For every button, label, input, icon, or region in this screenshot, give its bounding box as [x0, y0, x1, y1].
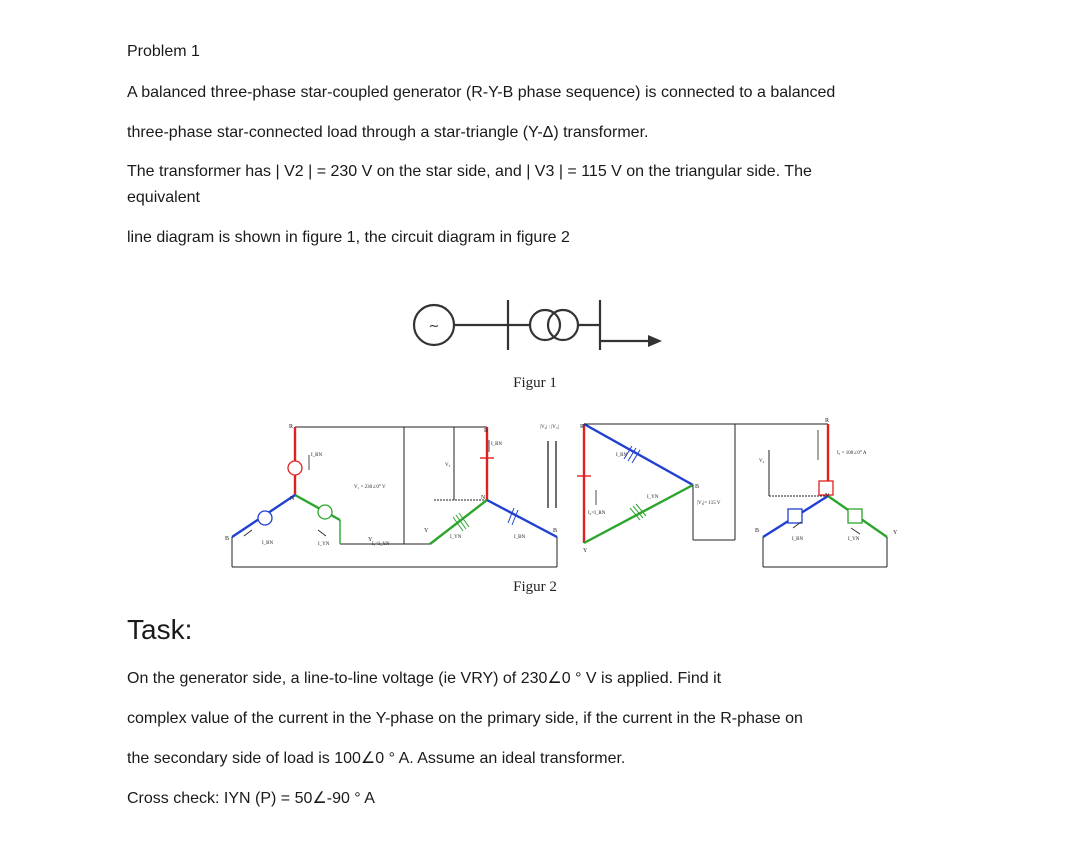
load-n-label: N — [825, 493, 830, 499]
problem-text-line-2: three-phase star-connected load through a star-triangle (Y-Δ) transformer. — [127, 124, 649, 141]
v2-label: V₂ — [445, 463, 451, 468]
load-y-impedance — [848, 509, 862, 523]
transformer-winding-2 — [548, 310, 578, 340]
generator-y-source — [318, 505, 332, 519]
v4-label: V₄ — [759, 459, 765, 464]
load-y-label: Y — [893, 530, 898, 536]
load-arrow — [648, 335, 662, 347]
figure-2-circuit — [232, 424, 887, 567]
transformer-winding-1 — [530, 310, 560, 340]
gen-ibn-label: I_BN — [262, 541, 274, 546]
figure-2-caption: Figur 2 — [513, 579, 557, 595]
delta-irn-label: I_RN — [616, 453, 628, 458]
task-text-line-2: complex value of the current in the Y-phase on the primary side, if the current in the R-phase on — [127, 710, 803, 727]
tr-y-label: Y — [424, 528, 429, 534]
figure-1-caption: Figur 1 — [513, 375, 557, 391]
gen-b-label: B — [225, 536, 230, 542]
delta-iyn-label: I_YN — [647, 495, 659, 500]
load-ibn-label: I_BN — [792, 537, 804, 542]
ratio-label: |V₂| : |V₃| — [540, 425, 559, 430]
delta-r-label: R — [580, 424, 585, 430]
gen-irn-label: I_RN — [311, 453, 323, 458]
load-r-label: R — [825, 418, 830, 424]
figure-1-line-diagram — [414, 300, 648, 350]
generator-tilde: ~ — [428, 319, 440, 334]
gen-n-label: N — [290, 496, 295, 502]
tr-r-label: R — [484, 428, 489, 434]
problem-text-line-1: A balanced three-phase star-coupled generator (R-Y-B phase sequence) is connected to a balanced — [127, 84, 836, 101]
delta-b-label: B — [695, 484, 700, 490]
cross-check-line: Cross check: IYN (P) = 50∠-90 ° A — [127, 790, 375, 807]
tr-irn-label: I_RN — [491, 442, 503, 447]
load-b-label: B — [755, 528, 760, 534]
load-iyn-label: I_YN — [848, 537, 860, 542]
gen-iyn-label: I_YN — [318, 542, 330, 547]
problem-text-line-5: line diagram is shown in figure 1, the circuit diagram in figure 2 — [127, 229, 570, 246]
v1-label: V₁ = 230∠0° V — [354, 485, 386, 490]
problem-heading: Problem 1 — [127, 43, 200, 60]
i1-label: I₁=I_YN — [372, 542, 390, 547]
tr-b-label: B — [553, 528, 558, 534]
task-text-line-3: the secondary side of load is 100∠0 ° A. Assume an ideal transformer. — [127, 750, 626, 767]
generator-r-source — [288, 461, 302, 475]
tr-ibn-label: I_BN — [514, 535, 526, 540]
i3-label: I₃ = 100∠0° A — [837, 451, 867, 456]
tr-n-label: N — [481, 495, 486, 501]
generator-b-source — [258, 511, 272, 525]
problem-text-line-3: The transformer has | V2 | = 230 V on the star side, and | V3 | = 115 V on the triangular side. The — [127, 163, 812, 180]
problem-text-line-4: equivalent — [127, 189, 200, 206]
gen-y-label: Y — [368, 537, 373, 543]
v3-label: |V₃|= 115 V — [697, 501, 721, 506]
tr-iyn-label: I_YN — [450, 535, 462, 540]
load-b-impedance — [788, 509, 802, 523]
task-text-line-1: On the generator side, a line-to-line voltage (ie VRY) of 230∠0 ° V is applied. Find it — [127, 670, 722, 687]
delta-y-label: Y — [583, 548, 588, 554]
i2-label: I₂=I_RN — [588, 511, 606, 516]
task-heading: Task: — [127, 614, 193, 645]
gen-r-label: R — [289, 424, 294, 430]
